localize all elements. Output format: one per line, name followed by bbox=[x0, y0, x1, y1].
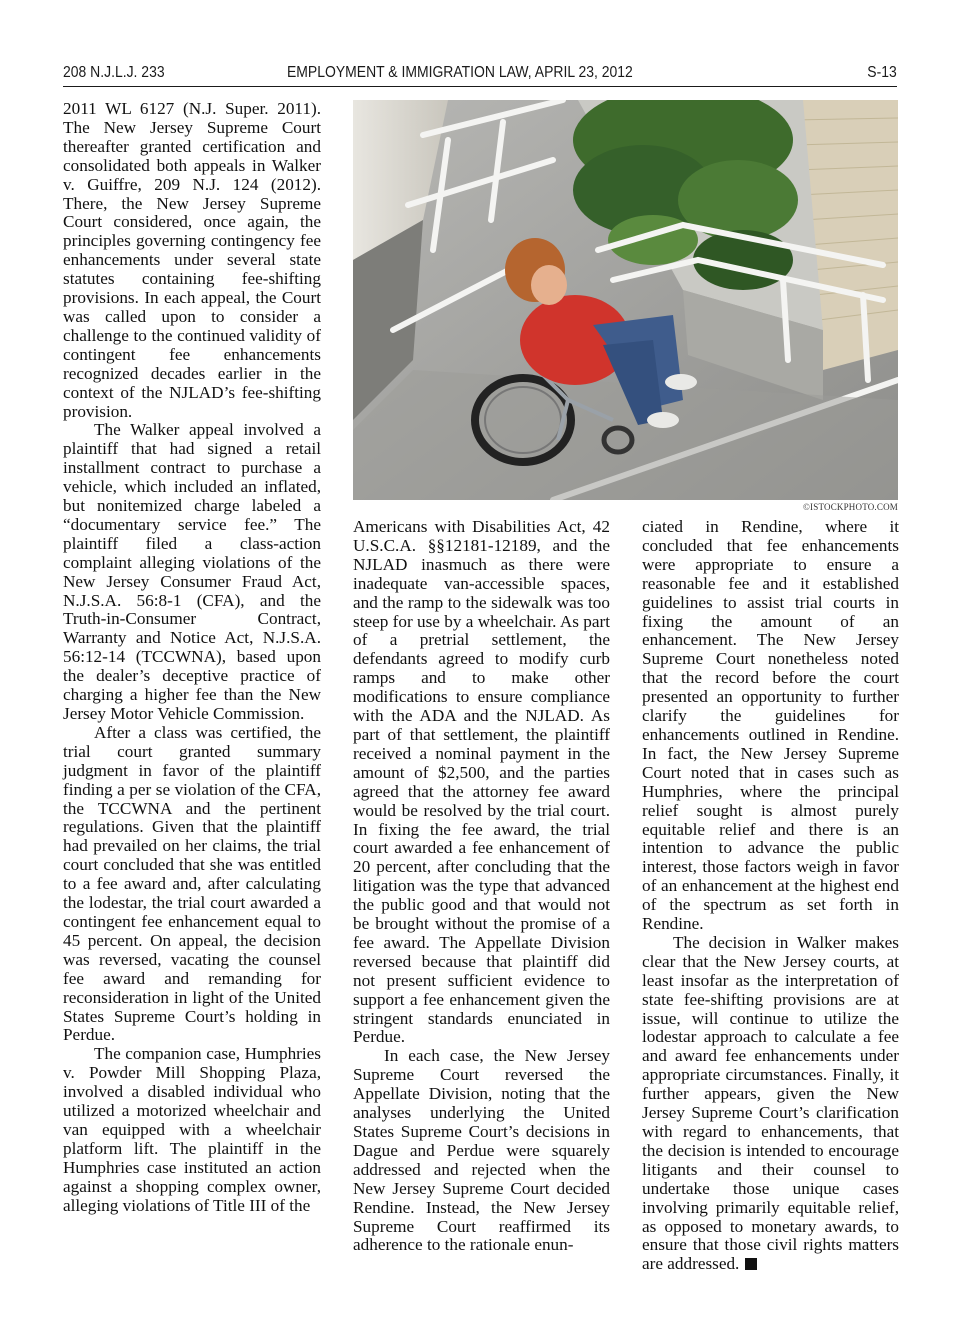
paragraph: In each case, the New Jersey Supreme Court reversed the Appellate Division, noting that the analyses underlying the United States Supreme Court’s decisions in Dague and Perdue were squarely addressed and rejected when the New Jersey Supreme Court decided Rendine. Instead, the New Jersey Supreme Court reaffirmed its adherence to the rationale enun- bbox=[353, 1046, 610, 1255]
paragraph: Americans with Disabilities Act, 42 U.S.C.A. §§12181-12189, and the NJLAD inasmuch as there were inadequate van-accessible spaces, and the ramp to the sidewalk was too steep for use by a wheelchair. As part of a pretrial settlement, the defendants agreed to modify curb ramps and to make other modifications to ensure compliance with the ADA and the NJLAD. As part of that settlement, the plaintiff received a nominal payment in the amount of $2,500, and the parties agreed that the attorney fee award would be resolved by the trial court. In fixing the fee award, the trial court awarded a fee enhancement of 20 percent, after concluding that the litigation was the type that advanced the public good and that would not be brought without the promise of a fee award. The Appellate Division reversed because that plaintiff did not present sufficient evidence to support a fee enhancement given the stringent standards enunciated in Perdue. bbox=[353, 517, 610, 1047]
paragraph bbox=[642, 934, 899, 1274]
paragraph: ciated in Rendine, where it concluded that fee enhancements were appropriate to ensure a reasonable fee and it established guidelines to assist trial courts in fixing the amount of an enhancement. The New Jersey Supreme Court nonetheless noted that the record before the court presented an opportunity to further clarify the guidelines for enhancements outlined in Rendine. In fact, the New Jersey Supreme Court noted that in cases such as Humphries, where the principal relief sought is almost purely equitable relief and there is an intention to advance the public interest, those factors weigh in favor of an enhancement at the highest end of the spectrum as set forth in Rendine. bbox=[642, 517, 899, 934]
closing-text: The decision in Walker makes clear that the New Jersey courts, at least insofar as the interpretation of state fee-shifting provisions are at issue, will continue to utilize the lodestar approach to calculate a fee and award fee enhancements under appropriate circumstances. Finally, it further appears, given the New Jersey Supreme Court’s clarification with regard to enhancements, that the decision is intended to encourage litigants and their counsel to undertake those unique cases involving primarily equitable relief, as opposed to monetary awards, to ensure that those civil rights matters are addressed. bbox=[642, 932, 899, 1274]
photo-illustration bbox=[353, 100, 898, 500]
column-1 bbox=[63, 100, 321, 1215]
paragraph: 2011 WL 6127 (N.J. Super. 2011). The New Jersey Supreme Court thereafter granted certification and consolidated both appeals in Walker v. Guiffre, 209 N.J. 124 (2012). There, the New Jersey Supreme Court considered, once again, the principles governing contingency fee enhancements under several state statutes containing fee-shifting provisions. In each appeal, the Court was called upon to consider a challenge to the continued validity of contingent fee enhancements recognized decades earlier in the context of the NJLAD’s fee-shifting provision. bbox=[63, 99, 321, 421]
publication-header: EMPLOYMENT & IMMIGRATION LAW, APRIL 23, 2012 bbox=[287, 64, 633, 81]
column-3 bbox=[642, 518, 899, 1274]
paragraph: The companion case, Humphries v. Powder Mill Shopping Plaza, involved a disabled individual who utilized a motorized wheelchair and van equipped with a wheelchair platform lift. The plaintiff in the Humphries case instituted an action against a shopping complex owner, alleging violations of Title III of the bbox=[63, 1044, 321, 1215]
sneaker bbox=[647, 412, 679, 428]
sneaker bbox=[665, 374, 697, 390]
column-2 bbox=[353, 518, 610, 1255]
wheelchair-ramp-photo bbox=[353, 100, 898, 500]
header-rule bbox=[63, 86, 897, 87]
face bbox=[531, 265, 567, 305]
photo-credit: ©ISTOCKPHOTO.COM bbox=[803, 502, 898, 512]
citation-header: 208 N.J.L.J. 233 bbox=[63, 64, 165, 81]
running-head bbox=[63, 64, 897, 86]
paragraph: After a class was certified, the trial court granted summary judgment in favor of the plaintiff finding a per se violation of the CFA, the TCCWNA and the pertinent regulations. Given that the plaintiff had prevailed on her claims, the trial court concluded that she was entitled to a fee award and, after calculating the lodestar, the trial court awarded a contingent fee enhancement equal to 45 percent. On appeal, the decision was reversed, vacating the counsel fee award and remanding for reconsideration in light of the United States Supreme Court’s holding in Perdue. bbox=[63, 722, 321, 1045]
paragraph: The Walker appeal involved a plaintiff that had signed a retail installment contract to purchase a vehicle, which included an inflated, but nonitemized charge labeled a “documentary service fee.” The plaintiff filed a class-action complaint alleging violations of the New Jersey Consumer Fraud Act, N.J.S.A. 56:8-1 (CFA), and the Truth-in-Consumer Contract, Warranty and Notice Act, N.J.S.A. 56:12-14 (TCCWNA), based upon the dealer’s deceptive practice of charging a higher fee than the New Jersey Motor Vehicle Commission. bbox=[63, 420, 321, 723]
end-of-article-mark bbox=[745, 1258, 757, 1270]
page-number: S-13 bbox=[867, 64, 897, 81]
